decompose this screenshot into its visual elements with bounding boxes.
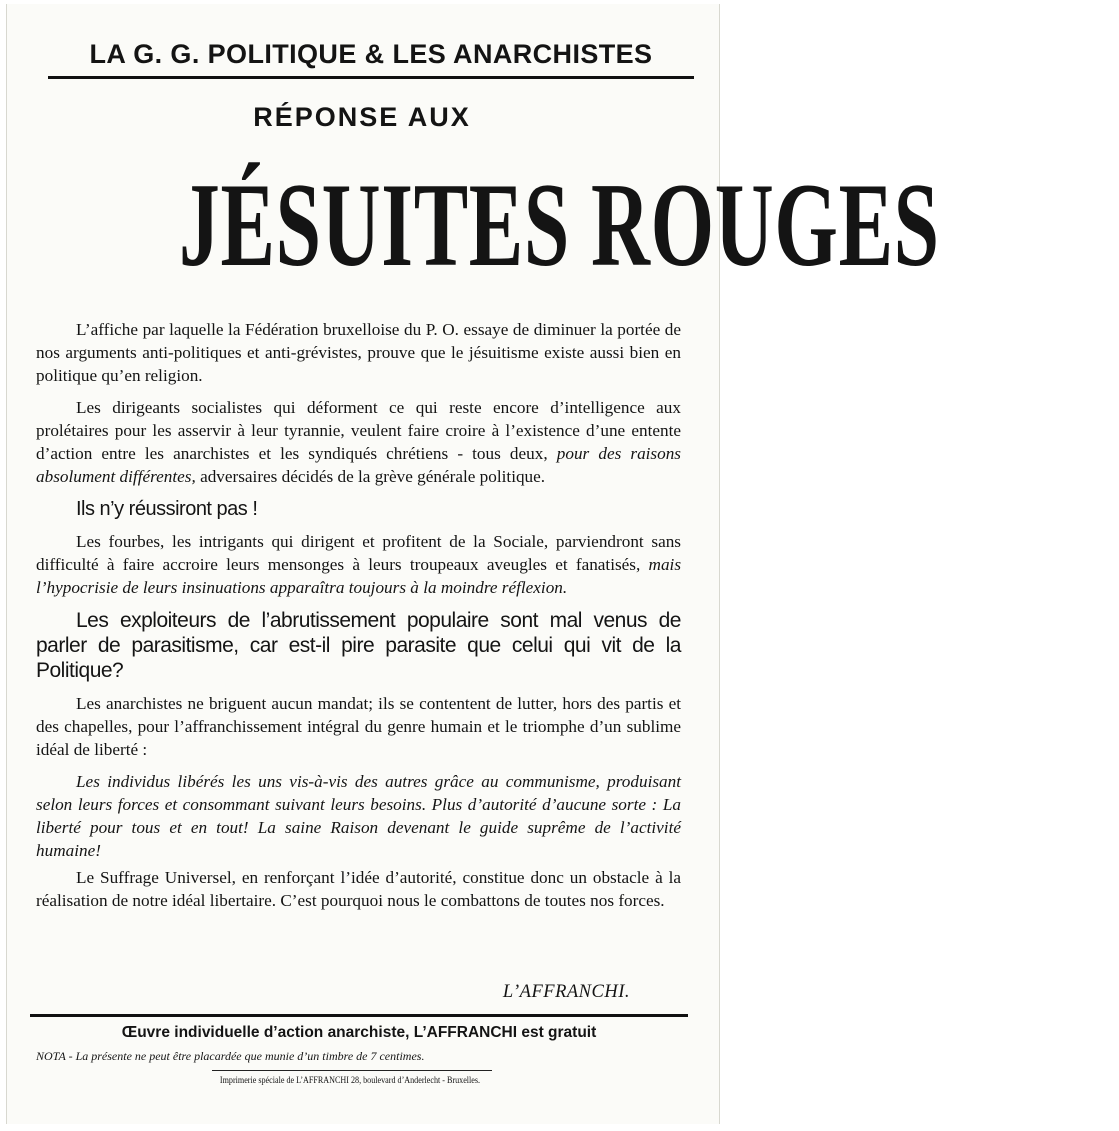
imprint-rule	[212, 1070, 492, 1071]
paragraph-2	[36, 396, 681, 488]
paragraph-4	[36, 530, 681, 599]
poster-headline: LA G. G. POLITIQUE & LES ANARCHISTES	[89, 39, 653, 69]
paragraph-2-part-a: Les dirigeants socialistes qui déforment ce qui reste encore d’intelligence aux prolétaires pour les asservir à leur tyrannie, veulent faire croire à l’existence d’une entente d’action entre les anarchistes et les syndiqués chrétiens - tous deux,	[36, 398, 681, 463]
signature: L’AFFRANCHI.	[502, 982, 630, 1002]
paragraph-1: L’affiche par laquelle la Fédération bruxelloise du P. O. essaye de diminuer la portée de nos arguments anti-politiques et anti-grévistes, prouve que le jésuitisme existe aussi bien en politique qu’en religion.	[36, 320, 681, 385]
paragraph-2-emphasis: pour des raisons absolument différentes,	[36, 444, 682, 486]
paragraph-6: Les anarchistes ne briguent aucun mandat; ils se contentent de lutter, hors des partis et des chapelles, pour l’affranchissement intégral du genre humain et le triomphe d’un sublime idéal de liberté :	[36, 694, 681, 759]
paragraph-8: Le Suffrage Universel, en renforçant l’idée d’autorité, constitue donc un obstacle à la réalisation de notre idéal libertaire. C’est pourquoi nous le combattons de toutes nos forces.	[36, 868, 681, 910]
bottom-rule	[30, 1014, 688, 1017]
footer-oeuvre: Œuvre individuelle d’action anarchiste, L’AFFRANCHI est gratuit	[121, 1024, 597, 1041]
poster-title	[0, 145, 940, 305]
poster-body	[36, 318, 681, 921]
paragraph-2-part-c: adversaires décidés de la grève générale politique.	[200, 467, 546, 486]
poster-subhead: RÉPONSE AUX	[253, 102, 471, 132]
paragraph-7: Les individus libérés les uns vis-à-vis des autres grâce au communisme, produisant selon leurs forces et consommant suivant leurs besoins. Plus d’autorité d’aucune sorte : La liberté pour tous et en tout! La saine Raison devenant le guide suprême de l’activité humaine!	[36, 772, 681, 860]
footer-imprint: Imprimerie spéciale de L’AFFRANCHI 28, boulevard d’Anderlecht - Bruxelles.	[219, 1075, 481, 1085]
paragraph-4-emphasis: mais l’hypocrisie de leurs insinuations apparaîtra toujours à la moindre réflexion.	[36, 555, 682, 597]
paragraph-5: Les exploiteurs de l’abrutissement populaire sont mal venus de parler de parasitisme, car est-il pire parasite que celui qui vit de la Politique?	[36, 609, 681, 682]
paragraph-3: Ils n’y réussiront pas !	[76, 498, 258, 520]
paragraph-4-part-a: Les fourbes, les intrigants qui dirigent et profitent de la Sociale, parviendront sans difficulté à faire accroire leurs mensonges à leurs troupeaux aveugles et fanatisés,	[36, 532, 681, 574]
footer-nota: NOTA - La présente ne peut être placardée que munie d’un timbre de 7 centimes.	[36, 1049, 425, 1063]
top-rule	[48, 76, 694, 79]
poster-title-text: JÉSUITES ROUGES	[178, 158, 940, 291]
